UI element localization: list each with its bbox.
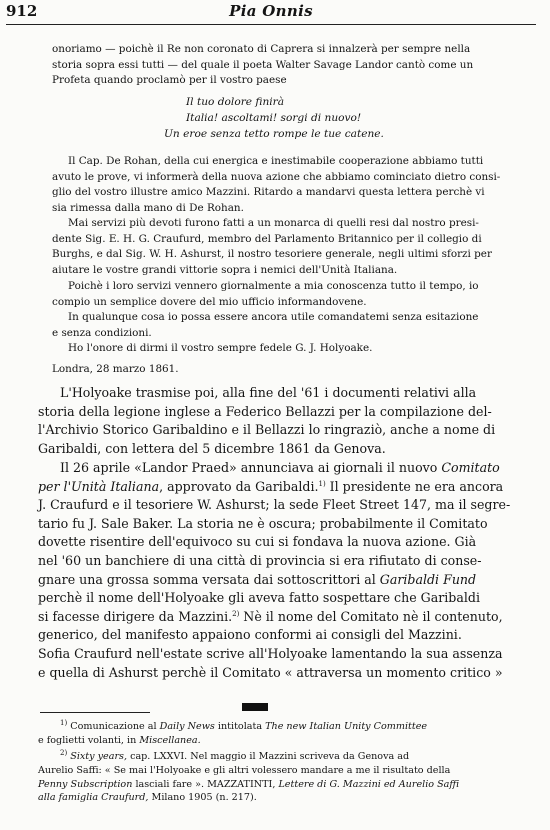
text-line: avuto le prove, vi informerà della nuova azione che abbiamo cominciato dietro consi-	[52, 170, 501, 183]
italic-run: The new Italian Unity Committee	[265, 721, 428, 732]
italic-run: Daily News	[159, 721, 215, 732]
text-line: tario fu J. Sale Baker. La storia ne è oscura; probabilmente il Comitato	[38, 515, 488, 531]
letter-paragraph-5	[52, 310, 512, 341]
letter-paragraph-4	[52, 279, 512, 310]
italic-run: Garibaldi Fund	[379, 571, 477, 587]
redaction-mark	[242, 696, 268, 715]
footnote-2	[38, 750, 512, 805]
text-run: intitolata	[214, 721, 266, 732]
redaction-bar	[242, 703, 268, 711]
italic-run: alla famiglia Craufurd,	[38, 792, 149, 804]
text-line	[38, 459, 512, 478]
text-line: compio un semplice dovere del mio ufficio informandovene.	[52, 295, 367, 308]
text-run: Milano 1905 (n. 217).	[148, 792, 257, 804]
footnote-line	[38, 720, 512, 734]
letter-paragraph-1	[52, 42, 512, 89]
italic-run: Comitato	[441, 460, 500, 475]
text-line: generico, del manifesto appaiono conformi ai consigli del Mazzini.	[38, 627, 462, 643]
text-line: Mai servizi più devoti furono fatti a un monarca di quelli resi dal nostro presi-	[68, 217, 479, 229]
text-run: Nè il nome del Comitato nè il contenuto,	[239, 608, 503, 624]
footnote-line	[38, 734, 512, 748]
text-line: storia sopra essi tutti — del quale il poeta Walter Savage Landor cantò come un	[52, 58, 474, 71]
letter-date: Londra, 28 marzo 1861.	[52, 363, 179, 375]
body-paragraph-1	[38, 384, 512, 458]
poem-line: Un eroe senza tetto rompe le tue catene.	[164, 128, 384, 140]
text-line: Ho l'onore di dirmi il vostro sempre fedele G. J. Holyoake.	[68, 342, 373, 354]
text-run: cap. LXXVI. Nel maggio il Mazzini scriveva da Genova ad	[127, 751, 410, 762]
page-header	[6, 2, 536, 24]
text-line: storia della legione inglese a Federico Bellazzi per la compilazione del-	[38, 403, 492, 419]
page-number: 912	[6, 2, 38, 20]
text-line: In qualunque cosa io possa essere ancora utile comandatemi senza esitazione	[68, 311, 479, 323]
poem-line: Il tuo dolore finirà	[186, 96, 285, 108]
footnote-line	[38, 778, 512, 792]
text-run: Il presidente ne era ancora	[325, 478, 504, 494]
text-line: Sofia Craufurd nell'estate scrive all'Holyoake lamentando la sua assenza	[38, 645, 503, 661]
text-line: Profeta quando proclamò per il vostro paese	[52, 74, 287, 87]
italic-run: Penny Subscription	[38, 778, 133, 790]
text-line: e quella di Ashurst perchè il Comitato « attraversa un momento critico »	[38, 664, 503, 680]
text-run: si facesse dirigere da Mazzini.	[38, 608, 233, 624]
text-line: nel '60 un banchiere di una città di provincia si era rifiutato di conse-	[38, 552, 482, 568]
footnote-ref: 2)	[232, 609, 240, 618]
letter-paragraph-2	[52, 154, 512, 216]
poem-line: Italia! ascoltami! sorgi di nuovo!	[186, 112, 362, 124]
text-run: gnare una grossa somma versata dai sottoscrittori al	[38, 571, 380, 587]
text-line	[38, 478, 512, 497]
footnote-number: 1)	[60, 718, 68, 727]
text-line: sia rimessa dalla mano di De Rohan.	[52, 201, 244, 214]
text-line: glio del vostro illustre amico Mazzini. Ritardo a mandarvi questa lettera perchè vi	[52, 186, 485, 199]
body-paragraph-2	[38, 459, 512, 682]
text-line: aiutare le vostre grandi vittorie sopra i nemici dell'Unità Italiana.	[52, 263, 398, 276]
letter-signoff	[52, 341, 512, 357]
text-run: Comunicazione al	[67, 721, 160, 732]
letter-paragraph-3	[52, 216, 512, 278]
text-line: perchè il nome dell'Holyoake gli aveva fatto sospettare che Garibaldi	[38, 590, 480, 606]
running-title: Pia Onnis	[229, 2, 313, 20]
text-run: e foglietti volanti, in	[38, 734, 140, 746]
text-line: J. Craufurd e il tesoriere W. Ashurst; la sede Fleet Street 147, ma il segre-	[38, 497, 511, 513]
text-line: Burghs, e dal Sig. W. H. Ashurst, il nostro tesoriere generale, negli ultimi sforzi per	[52, 248, 492, 261]
text-line: L'Holyoake trasmise poi, alla fine del '61 i documenti relativi alla	[60, 385, 477, 400]
footnote-number: 2)	[60, 748, 68, 757]
footnote-rule	[40, 712, 150, 713]
italic-run: Miscellanea.	[139, 734, 201, 746]
text-line	[38, 608, 512, 627]
text-line: Garibaldi, con lettera del 5 dicembre 1861 da Genova.	[38, 440, 386, 456]
text-line: dente Sig. E. H. G. Craufurd, membro del Parlamento Britannico per il collegio di	[52, 232, 482, 245]
footnote-ref: 1)	[318, 479, 326, 488]
text-line: onoriamo — poichè il Re non coronato di Caprera si innalzerà per sempre nella	[52, 43, 471, 55]
text-line: Il Cap. De Rohan, della cui energica e inestimabile cooperazione abbiamo tutti	[68, 155, 484, 167]
poem-quote	[52, 94, 512, 142]
text-run: Il 26 aprile «Landor Praed» annunciava ai giornali il nuovo	[60, 460, 442, 475]
header-rule	[6, 24, 536, 25]
footnote-line	[38, 750, 512, 764]
footnote-line	[38, 791, 512, 805]
italic-run: per l'Unità Italiana	[38, 478, 160, 494]
text-run: , approvato da Garibaldi.	[159, 478, 319, 494]
footnote-1	[38, 720, 512, 748]
footnote-line: Aurelio Saffi: « Se mai l'Holyoake e gli altri volessero mandare a me il risultato della	[38, 764, 451, 776]
italic-run: Lettere di G. Mazzini ed Aurelio Saffi	[278, 778, 460, 790]
text-line: e senza condizioni.	[52, 326, 152, 339]
text-run: lasciali fare ». MAZZATINTI,	[132, 778, 279, 790]
text-line: l'Archivio Storico Garibaldino e il Bellazzi lo ringraziò, anche a nome di	[38, 422, 496, 438]
italic-run: Sixty years,	[70, 751, 128, 762]
text-line: Poichè i loro servizi vennero giornalmente a mia conoscenza tutto il tempo, io	[68, 280, 479, 292]
text-line	[38, 571, 512, 590]
text-line: dovette risentire dell'equivoco su cui si fondava la nuova azione. Già	[38, 534, 477, 550]
